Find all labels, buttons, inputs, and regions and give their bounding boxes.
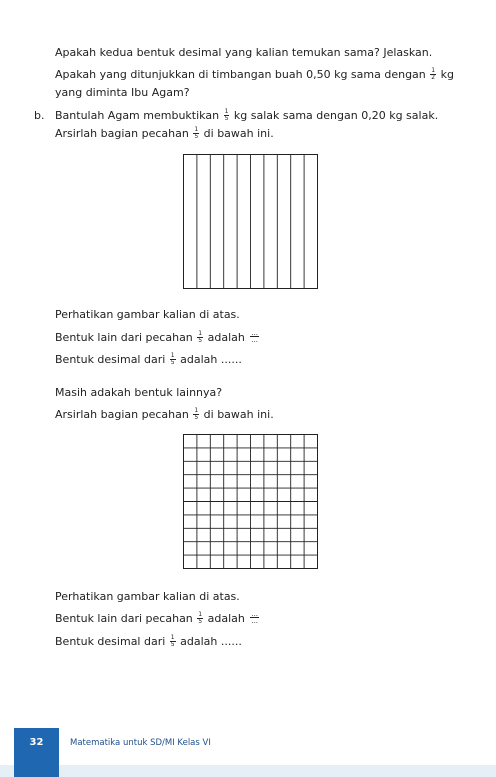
denominator: 5 [194, 413, 199, 421]
text-segment: adalah [207, 331, 245, 344]
question-text: Apakah kedua bentuk desimal yang kalian temukan sama? Jelaskan. [55, 46, 433, 59]
footer-band [0, 765, 496, 777]
text-segment: di bawah ini. [203, 127, 274, 140]
denominator: 5 [198, 336, 203, 344]
denominator: 5 [198, 617, 203, 625]
question-text: Masih adakah bentuk lainnya? [55, 386, 223, 399]
question-text: yang diminta Ibu Agam? [55, 86, 190, 99]
numerator: 1 [194, 406, 199, 414]
text-segment: di bawah ini. [203, 408, 274, 421]
fraction-one-fifth [224, 109, 230, 122]
denominator-blank: ... [251, 335, 259, 344]
item-marker: b. [34, 109, 45, 122]
fraction-one-fifth [197, 612, 203, 625]
fraction-one-half [430, 68, 436, 81]
instruction-text: Perhatikan gambar kalian di atas. [55, 590, 240, 603]
fraction-one-fifth [193, 408, 199, 421]
text-segment: adalah ...... [180, 353, 242, 366]
numerator: 1 [194, 125, 199, 133]
text-segment: kg [440, 68, 454, 81]
instruction-text [55, 127, 274, 141]
text-segment: Bantulah Agam membuktikan [55, 109, 220, 122]
denominator: 5 [170, 640, 175, 648]
question-text [55, 328, 259, 345]
instruction-text: Perhatikan gambar kalian di atas. [55, 308, 240, 321]
numerator: 1 [431, 66, 436, 74]
numerator: 1 [170, 633, 175, 641]
text-segment: Bentuk lain dari pecahan [55, 331, 193, 344]
numerator-blank: ... [251, 328, 259, 337]
denominator-blank: ... [251, 616, 259, 625]
text-segment: adalah ...... [180, 635, 242, 648]
instruction-text [55, 408, 274, 422]
denominator: 5 [170, 358, 175, 366]
numerator: 1 [198, 329, 203, 337]
fraction-one-fifth [193, 127, 199, 140]
denominator: 5 [224, 114, 229, 122]
question-text [55, 68, 454, 82]
text-segment: Bentuk lain dari pecahan [55, 612, 193, 625]
text-segment: Bentuk desimal dari [55, 635, 166, 648]
question-text [55, 109, 438, 123]
denominator: 2 [431, 73, 436, 81]
numerator-blank: ... [251, 609, 259, 618]
numerator: 1 [170, 351, 175, 359]
question-text [55, 635, 242, 649]
fraction-one-fifth [197, 331, 203, 344]
text-segment: Arsirlah bagian pecahan [55, 127, 189, 140]
text-segment: adalah [207, 612, 245, 625]
text-segment: kg salak sama dengan 0,20 kg salak. [233, 109, 439, 122]
question-text [55, 353, 242, 367]
hundredths-square-grid[interactable] [183, 434, 318, 569]
text-segment: Bentuk desimal dari [55, 353, 166, 366]
denominator: 5 [194, 132, 199, 140]
numerator: 1 [198, 610, 203, 618]
fraction-one-fifth [170, 353, 176, 366]
text-segment: Apakah yang ditunjukkan di timbangan buah 0,50 kg sama dengan [55, 68, 426, 81]
numerator: 1 [224, 107, 229, 115]
page-number: 32 [29, 737, 44, 748]
answer-blank-fraction[interactable] [250, 330, 259, 343]
question-text [55, 609, 259, 626]
page-number-badge [14, 728, 59, 777]
text-segment: Arsirlah bagian pecahan [55, 408, 189, 421]
answer-blank-fraction[interactable] [250, 611, 259, 624]
tenths-strip-grid[interactable] [183, 154, 318, 289]
book-title: Matematika untuk SD/MI Kelas VI [70, 738, 211, 748]
fraction-one-fifth [170, 635, 176, 648]
